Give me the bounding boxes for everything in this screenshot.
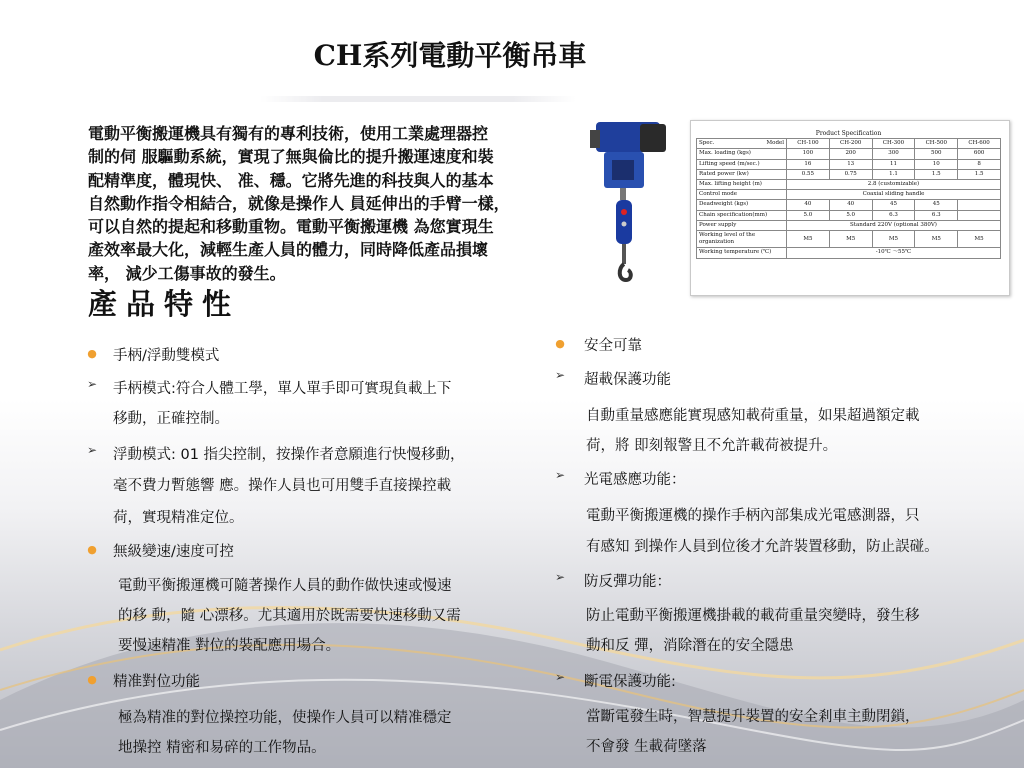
cell: 0.55 bbox=[787, 169, 830, 179]
feature-title: 安全可靠 bbox=[584, 338, 642, 354]
table-row bbox=[697, 139, 1001, 149]
spec-table-title: Product Specification bbox=[815, 130, 882, 137]
cell bbox=[958, 210, 1001, 220]
intro-line1-bold: 電動平衡搬運機 bbox=[88, 124, 201, 143]
cell: 6.3 bbox=[915, 210, 958, 220]
cell: -10℃ ～55℃ bbox=[787, 248, 1001, 258]
cell: 500 bbox=[915, 149, 958, 159]
feature-text: 電動平衡搬運機可隨著操作人員的動作做快速或慢速 bbox=[118, 578, 452, 594]
feature-text: 手柄模式:符合人體工學，單人單手即可實現負載上下 bbox=[113, 381, 452, 397]
cell: M5 bbox=[787, 231, 830, 248]
intro-line1-rest: 具有獨有的專利技術，使用工業處理器控 bbox=[200, 124, 489, 143]
cell: 600 bbox=[958, 149, 1001, 159]
electric-balance-hoist-image bbox=[582, 112, 674, 290]
cell: M5 bbox=[829, 231, 872, 248]
orange-dot-bullet-icon: ● bbox=[555, 337, 565, 350]
cell: 100 bbox=[787, 149, 830, 159]
cell: Coaxial sliding handle bbox=[787, 190, 1001, 200]
feature-text: 當斷電發生時，智慧提升裝置的安全剎車主動閉鎖， bbox=[586, 709, 920, 725]
cell: M5 bbox=[915, 231, 958, 248]
feature-text: 毫不費力暫態響 應。操作人員也可用雙手直接操控載 bbox=[113, 478, 452, 494]
arrow-bullet-icon: ➢ bbox=[554, 570, 566, 584]
model-header: CH-500 bbox=[915, 139, 958, 149]
corner-spec: Spec. bbox=[699, 140, 715, 147]
row-label: Control mode bbox=[697, 190, 787, 200]
cell: 8 bbox=[958, 159, 1001, 169]
cell: 10 bbox=[915, 159, 958, 169]
spec-table bbox=[696, 129, 1001, 259]
row-label: Chain specification(mm) bbox=[697, 210, 787, 220]
row-label: Max. lifting height (m) bbox=[697, 180, 787, 190]
feature-text: 自動重量感應能實現感知載荷重量，如果超過額定載 bbox=[586, 408, 920, 424]
section-heading: 產品特性 bbox=[88, 287, 241, 321]
row-label: Deadweight (kgs) bbox=[697, 200, 787, 210]
cell bbox=[958, 200, 1001, 210]
cell: 2.8 (customizable) bbox=[787, 180, 1001, 190]
table-row bbox=[697, 159, 1001, 169]
table-row bbox=[697, 169, 1001, 179]
table-row bbox=[697, 248, 1001, 258]
intro-line: 制的伺 服驅動系統，實現了無與倫比的提升搬運速度和裝 bbox=[88, 147, 494, 167]
feature-text: 荷，將 即刻報警且不允許載荷被提升。 bbox=[586, 438, 838, 454]
cell: M5 bbox=[872, 231, 915, 248]
feature-title: 無級變速/速度可控 bbox=[113, 544, 234, 560]
title-reflection bbox=[260, 96, 576, 102]
table-row bbox=[697, 220, 1001, 230]
spec-corner-cell bbox=[697, 139, 787, 149]
intro-line: 率， 減少工傷事故的發生。 bbox=[88, 263, 286, 283]
cell: 5.0 bbox=[787, 210, 830, 220]
features-left-column bbox=[88, 340, 538, 760]
feature-text: 要慢速精准 對位的裝配應用場合。 bbox=[118, 638, 341, 654]
cell: 40 bbox=[787, 200, 830, 210]
feature-title: 精准對位功能 bbox=[113, 674, 200, 690]
row-label: Power supply bbox=[697, 220, 787, 230]
feature-text: 地操控 精密和易碎的工作物品。 bbox=[118, 740, 326, 756]
model-header: CH-100 bbox=[787, 139, 830, 149]
model-header: CH-300 bbox=[872, 139, 915, 149]
orange-dot-bullet-icon: ● bbox=[87, 673, 97, 686]
cell: 45 bbox=[915, 200, 958, 210]
arrow-bullet-icon: ➢ bbox=[86, 443, 98, 457]
page-title: CH系列電動平衡吊車 bbox=[313, 39, 587, 72]
cell: M5 bbox=[958, 231, 1001, 248]
arrow-bullet-icon: ➢ bbox=[86, 377, 98, 391]
intro-line: 可以自然的提起和移動重物。電動平衡搬運機 為您實現生 bbox=[88, 217, 494, 237]
cell: 13 bbox=[829, 159, 872, 169]
model-header: CH-600 bbox=[958, 139, 1001, 149]
cell: 6.3 bbox=[872, 210, 915, 220]
arrow-bullet-icon: ➢ bbox=[554, 468, 566, 482]
feature-title: 防反彈功能： bbox=[584, 574, 671, 590]
features-right-column bbox=[556, 330, 1006, 760]
table-row bbox=[697, 210, 1001, 220]
table-row bbox=[697, 200, 1001, 210]
feature-text: 的移 動，隨 心漂移。尤其適用於既需要快速移動又需 bbox=[118, 608, 461, 624]
cell: 5.0 bbox=[829, 210, 872, 220]
table-row bbox=[697, 149, 1001, 159]
orange-dot-bullet-icon: ● bbox=[87, 347, 97, 360]
row-label: Working temperature (℃) bbox=[697, 248, 787, 258]
cell: 45 bbox=[872, 200, 915, 210]
feature-text: 防止電動平衡搬運機掛載的載荷重量突變時，發生移 bbox=[586, 608, 920, 624]
feature-text: 移動，正確控制。 bbox=[113, 411, 229, 427]
row-label: Max. loading (kgs) bbox=[697, 149, 787, 159]
feature-text: 不會發 生載荷墜落 bbox=[586, 739, 707, 755]
feature-text: 電動平衡搬運機的操作手柄內部集成光電感測器，只 bbox=[586, 508, 920, 524]
intro-paragraph bbox=[88, 122, 556, 285]
cell: 40 bbox=[829, 200, 872, 210]
feature-title: 超載保護功能 bbox=[584, 372, 671, 388]
arrow-bullet-icon: ➢ bbox=[554, 670, 566, 684]
cell: 16 bbox=[787, 159, 830, 169]
cell: 1.5 bbox=[958, 169, 1001, 179]
feature-text: 浮動模式: 01 指尖控制，按操作者意願進行快慢移動， bbox=[113, 447, 465, 463]
cell: 1.5 bbox=[915, 169, 958, 179]
cell: 200 bbox=[829, 149, 872, 159]
cell: Standard 220V (optional 380V) bbox=[787, 220, 1001, 230]
intro-line: 配精準度，體現快、 准、穩。它將先進的科技與人的基本 bbox=[88, 170, 494, 190]
feature-text: 有感知 到操作人員到位後才允許裝置移動，防止誤碰。 bbox=[586, 539, 939, 555]
table-row bbox=[697, 180, 1001, 190]
corner-model: Model bbox=[766, 140, 784, 147]
feature-text: 荷，實現精准定位。 bbox=[113, 510, 244, 526]
row-label: Lifting speed (m/sec.) bbox=[697, 159, 787, 169]
feature-text: 極為精准的對位操控功能，使操作人員可以精准穩定 bbox=[118, 710, 452, 726]
model-header: CH-200 bbox=[829, 139, 872, 149]
table-row bbox=[697, 190, 1001, 200]
cell: 300 bbox=[872, 149, 915, 159]
orange-dot-bullet-icon: ● bbox=[87, 543, 97, 556]
row-label: Working level of the organization bbox=[697, 231, 787, 248]
spec-table-card bbox=[690, 120, 1010, 296]
table-row bbox=[697, 231, 1001, 248]
intro-line: 產效率最大化，減輕生產人員的體力，同時降低產品損壞 bbox=[88, 240, 489, 260]
cell: 11 bbox=[872, 159, 915, 169]
feature-title: 手柄/浮動雙模式 bbox=[113, 348, 220, 364]
feature-title: 斷電保護功能: bbox=[584, 674, 676, 690]
cell: 0.75 bbox=[829, 169, 872, 179]
cell: 1.1 bbox=[872, 169, 915, 179]
intro-line: 自然動作指令相結合，就像是操作人 員延伸出的手臂一樣， bbox=[88, 193, 510, 213]
feature-title: 光電感應功能： bbox=[584, 472, 686, 488]
feature-text: 動和反 彈，消除潛在的安全隱患 bbox=[586, 638, 794, 654]
row-label: Rated power (kw) bbox=[697, 169, 787, 179]
arrow-bullet-icon: ➢ bbox=[554, 368, 566, 382]
